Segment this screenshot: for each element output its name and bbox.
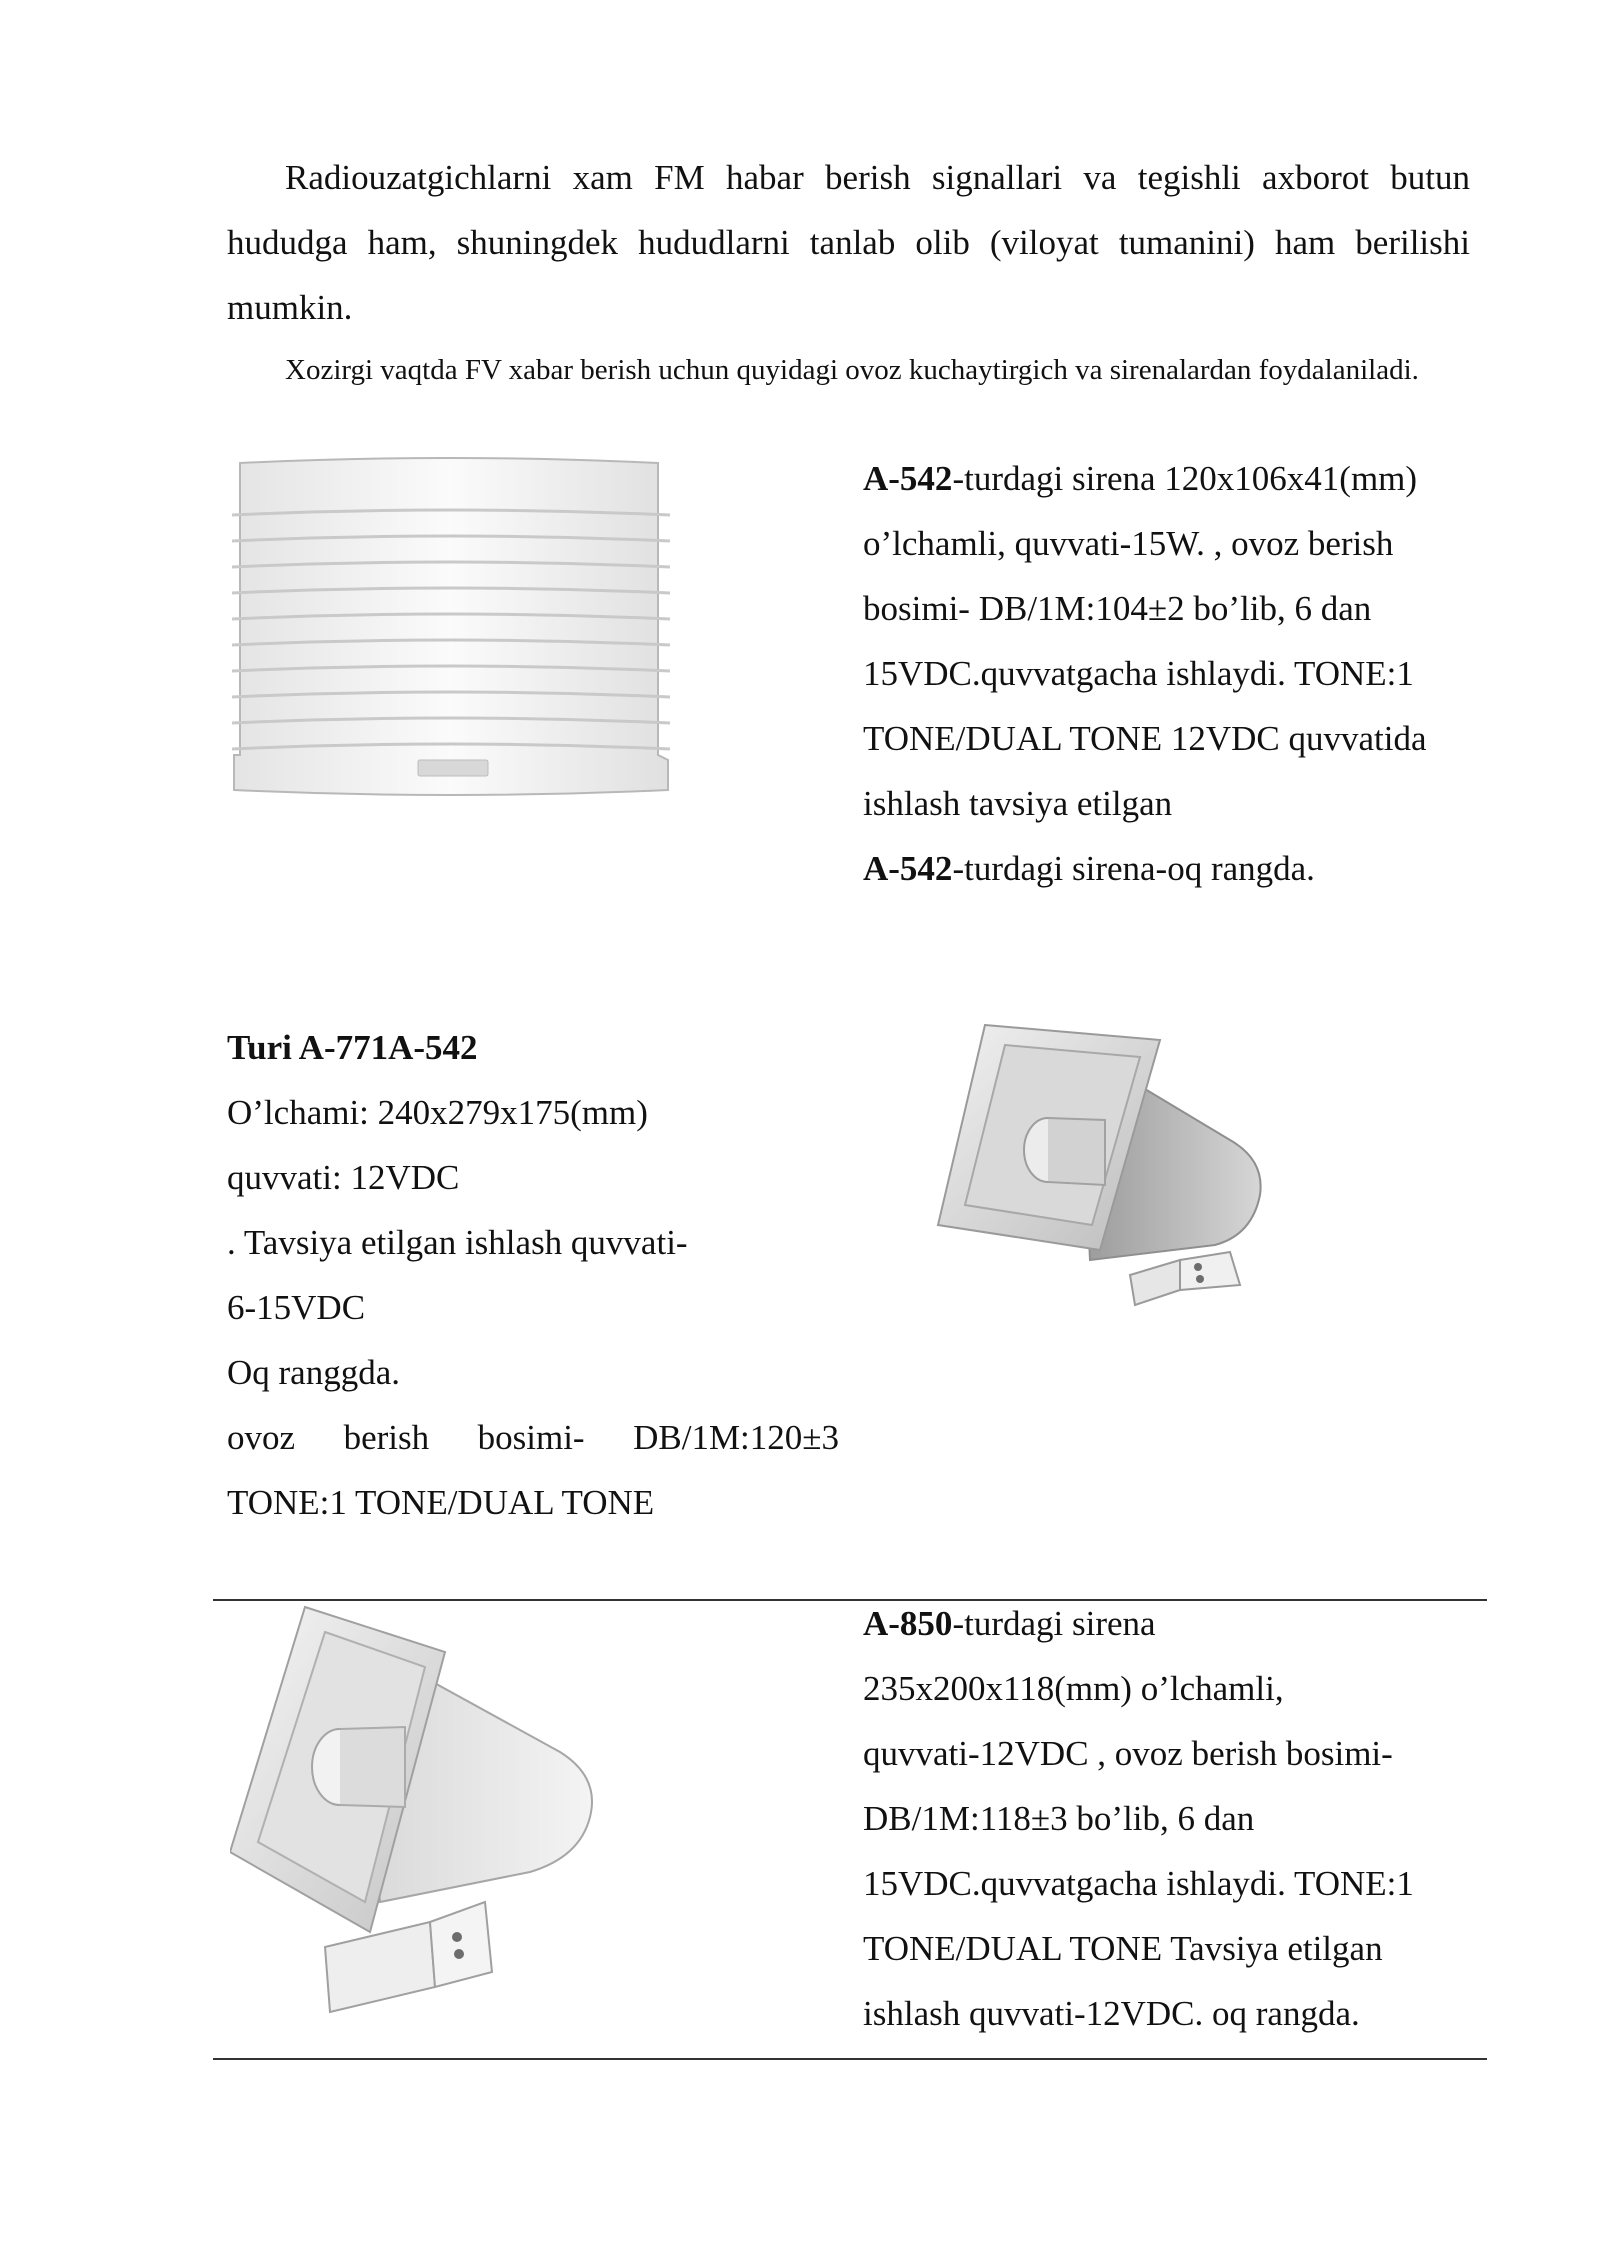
siren-a850-image: [230, 1602, 630, 2032]
divider-bottom: [213, 2058, 1487, 2060]
model-label: A-850: [863, 1604, 953, 1643]
intro-paragraph-2: Xozirgi vaqtda FV xabar berish uchun quyidagi ovoz kuchaytirgich va sirenalardan foydalaniladi.: [285, 354, 1419, 386]
model-label: A-542: [863, 849, 953, 888]
siren-a771-description: Turi A-771A-542 O’lchami: 240x279x175(mm) quvvati: 12VDC . Tavsiya etilgan ishlash quvvati- 6-15VDC Oq ranggda. ovoz berish bosimi- DB/1M:120±3 TONE:1 TONE/DUAL TONE: [227, 1028, 839, 1522]
pressure-line: ovoz berish bosimi- DB/1M:120±3: [227, 1418, 839, 1457]
type-title: Turi A-771A-542: [227, 1028, 478, 1067]
siren-a771-image: [930, 1020, 1330, 1350]
model-label: A-542: [863, 459, 953, 498]
siren-a850-description: A-850-turdagi sirena 235x200x118(mm) o’lchamli, quvvati-12VDC , ovoz berish bosimi- DB/1M:118±3 bo’lib, 6 dan 15VDC.quvvatgacha ishlaydi. TONE:1 TONE/DUAL TONE Tavsiya etilgan ishlash quvvati-12VDC. oq rangda.: [863, 1604, 1414, 2033]
siren-a542-image: [228, 455, 673, 805]
intro-paragraph-1: Radiouzatgichlarni xam FM habar berish signallari va tegishli axborot butun hududga ham, shuningdek hududlarni tanlab olib (viloyat tumanini) ham berilishi mumkin.: [227, 158, 1470, 327]
siren-a542-description: A-542-turdagi sirena 120x106x41(mm) o’lchamli, quvvati-15W. , ovoz berish bosimi- DB/1M:104±2 bo’lib, 6 dan 15VDC.quvvatgacha ishlaydi. TONE:1 TONE/DUAL TONE 12VDC quvvatida ishlash tavsiya etilgan A-542-turdagi sirena-oq rangda.: [863, 459, 1427, 888]
